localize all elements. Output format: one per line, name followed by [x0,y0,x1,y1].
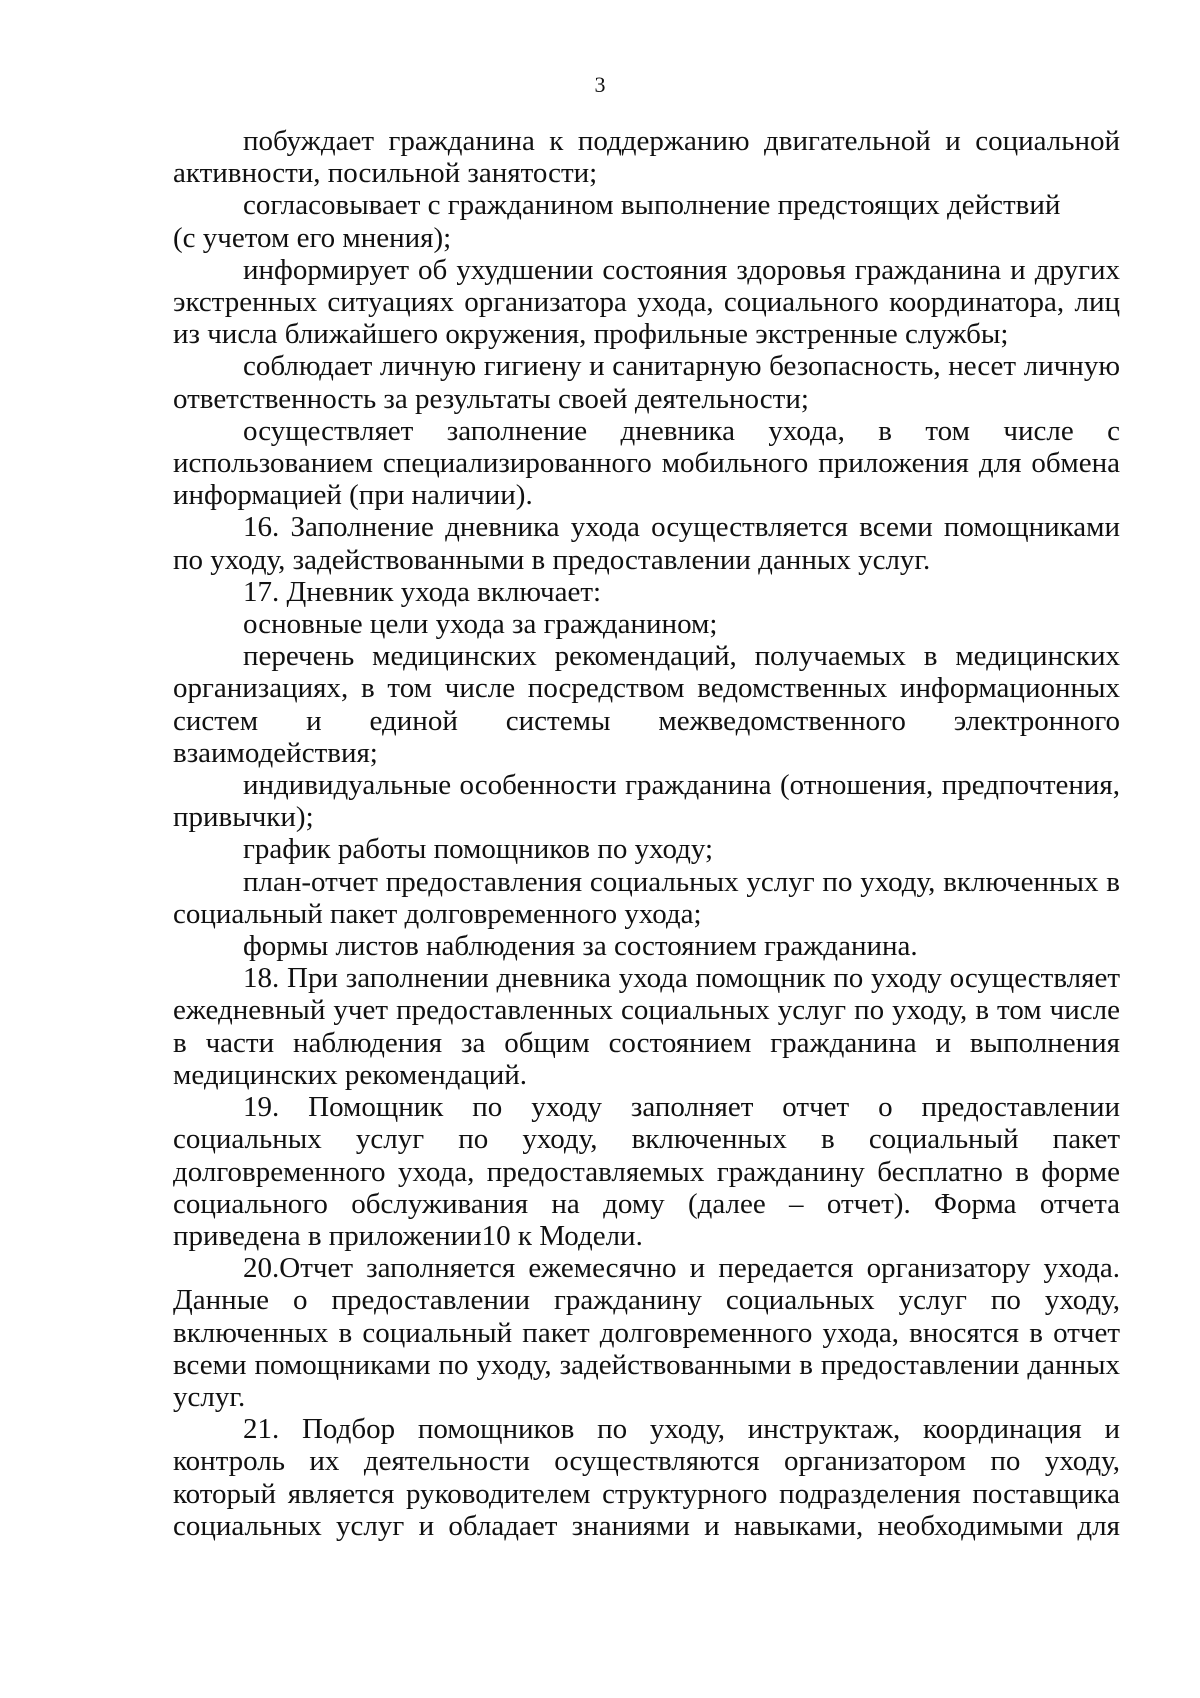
paragraph-2: согласовывает с гражданином выполнение предстоящих действий [243,189,1061,222]
document-body [173,125,1120,1542]
paragraph-7: 16. Заполнение дневника ухода осуществляется всеми помощниками по уходу, задействованными в предоставлении данных услуг. [173,511,1120,576]
paragraph-6: осуществляет заполнение дневника ухода, в том числе с использованием специализированного мобильного приложения для обмена информацией (при наличии). [173,414,1120,512]
paragraph-12: график работы помощников по уходу; [243,833,714,866]
paragraph-15: 18. При заполнении дневника ухода помощник по уходу осуществляет ежедневный учет предоставленных социальных услуг по уходу, в том числе в части наблюдения за общим состоянием гражданина и выполнения медицинских рекомендаций. [173,962,1120,1091]
paragraph-3: (с учетом его мнения); [173,221,452,254]
paragraph-4: информирует об ухудшении состояния здоровья гражданина и других экстренных ситуациях организатора ухода, социального координатора, лиц из числа ближайшего окружения, профильные экстренные службы; [173,253,1120,351]
paragraph-11: индивидуальные особенности гражданина (отношения, предпочтения, привычки); [173,769,1120,834]
paragraph-9: основные цели ухода за гражданином; [243,608,718,641]
paragraph-10: перечень медицинских рекомендаций, получаемых в медицинских организациях, в том числе посредством ведомственных информационных систем и единой системы межведомственного электронного взаимодействия; [173,640,1120,769]
paragraph-1: побуждает гражданина к поддержанию двигательной и социальной активности, посильной занятости; [173,125,1120,190]
paragraph-5: соблюдает личную гигиену и санитарную безопасность, несет личную ответственность за результаты своей деятельности; [173,350,1120,415]
paragraph-18: 21. Подбор помощников по уходу, инструктаж, координация и контроль их деятельности осуществляются организатором по уходу, который является руководителем структурного подразделения поставщика социальных услуг и обладает знаниями и навыками, необходимыми для [173,1413,1120,1542]
paragraph-16: 19. Помощник по уходу заполняет отчет о предоставлении социальных услуг по уходу, включенных в социальный пакет долговременного ухода, предоставляемых гражданину бесплатно в форме социального обслуживания на дому (далее – отчет). Форма отчета приведена в приложении10 к Модели. [173,1091,1120,1252]
paragraph-17: 20.Отчет заполняется ежемесячно и передается организатору ухода. Данные о предоставлении гражданину социальных услуг по уходу, включенных в социальный пакет долговременного ухода, вносятся в отчет всеми помощниками по уходу, задействованными в предоставлении данных услуг. [173,1252,1120,1413]
page-number: 3 [594,72,606,97]
paragraph-13: план-отчет предоставления социальных услуг по уходу, включенных в социальный пакет долговременного ухода; [173,865,1120,930]
paragraph-14: формы листов наблюдения за состоянием гражданина. [243,930,918,963]
paragraph-8: 17. Дневник ухода включает: [243,575,602,608]
